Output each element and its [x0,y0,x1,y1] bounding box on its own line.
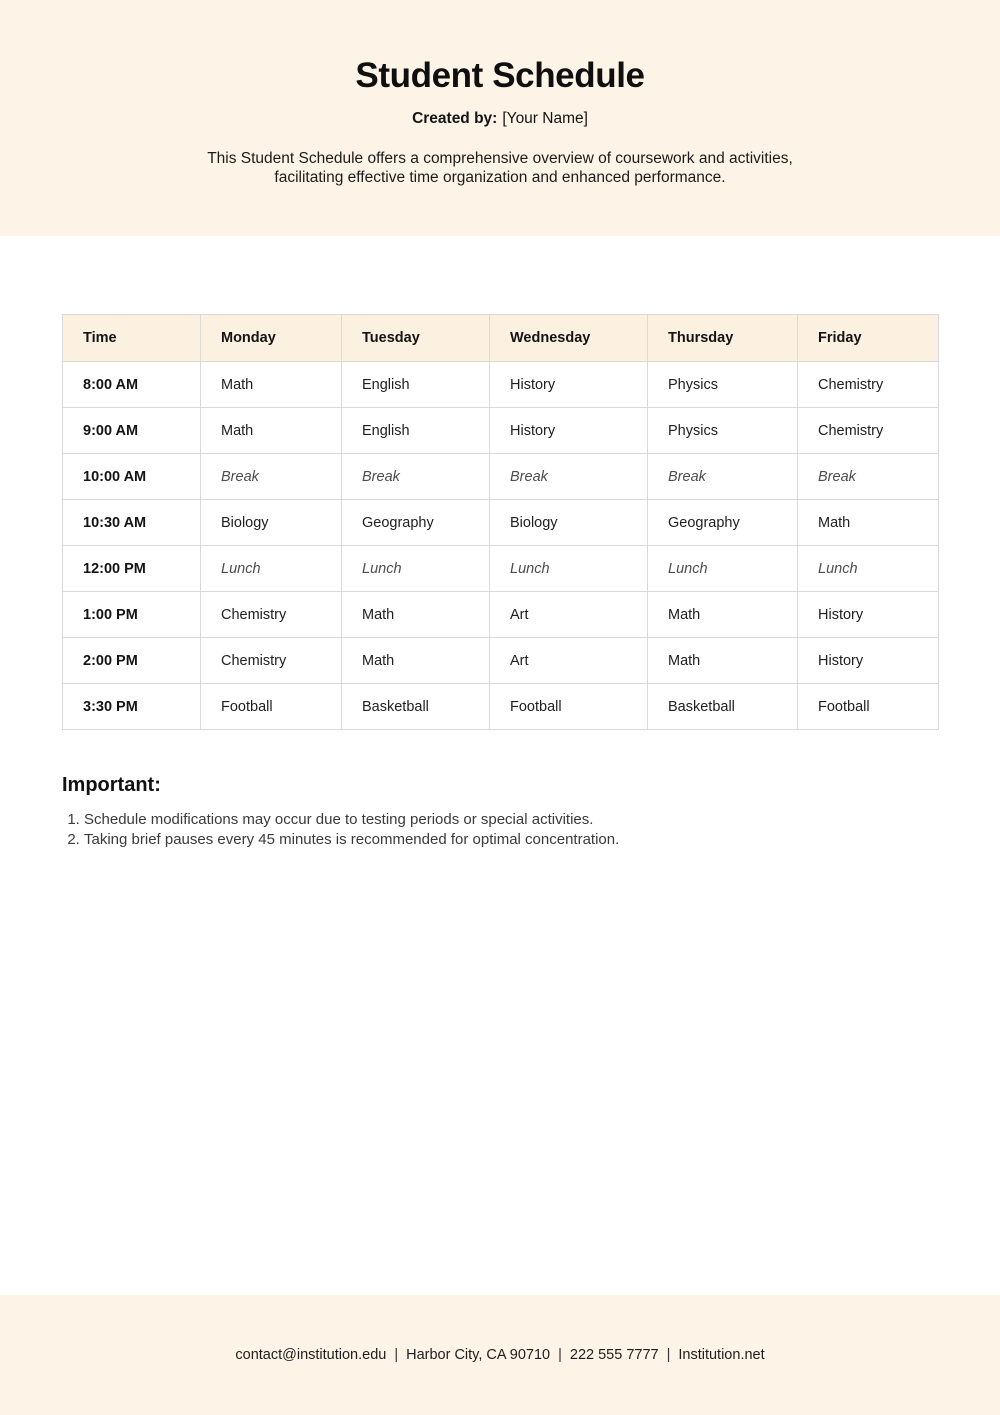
table-row [63,408,939,454]
footer-contact-line [235,1347,764,1363]
subject-cell: History [798,638,939,684]
column-header-time: Time [63,315,201,362]
created-by-value: [Your Name] [502,110,588,127]
table-header-row [63,315,939,362]
important-list [62,810,938,849]
footer-phone: 222 555 7777 [569,1347,659,1363]
column-header-thursday: Thursday [648,315,798,362]
subject-cell: Lunch [798,546,939,592]
list-item: 1. Schedule modifications may occur due to testing periods or special activities. [84,810,938,830]
subject-cell: Geography [648,500,798,546]
time-cell: 8:00 AM [63,362,201,408]
subject-cell: Math [201,408,342,454]
subject-cell: English [342,408,490,454]
schedule-table [62,314,939,730]
time-cell: 10:00 AM [63,454,201,500]
subject-cell: Break [490,454,648,500]
schedule-table-body [63,362,939,730]
subject-cell: Basketball [648,684,798,730]
footer-email: contact@institution.edu [235,1347,387,1363]
subject-cell: Math [201,362,342,408]
table-row [63,454,939,500]
subject-cell: Math [342,592,490,638]
subject-cell: Break [342,454,490,500]
subject-cell: Math [648,592,798,638]
subject-cell: Chemistry [798,408,939,454]
subject-cell: Geography [342,500,490,546]
subject-cell: Math [342,638,490,684]
description [0,150,1000,187]
column-header-monday: Monday [201,315,342,362]
subject-cell: Break [648,454,798,500]
schedule-table-wrap [0,236,1000,730]
table-row [63,500,939,546]
subject-cell: Lunch [490,546,648,592]
list-item: 2. Taking brief pauses every 45 minutes is recommended for optimal concentration. [84,830,938,850]
column-header-tuesday: Tuesday [342,315,490,362]
subject-cell: History [798,592,939,638]
time-cell: 1:00 PM [63,592,201,638]
table-row [63,638,939,684]
subject-cell: Football [798,684,939,730]
subject-cell: Chemistry [798,362,939,408]
footer-website: Institution.net [678,1347,765,1363]
subject-cell: Chemistry [201,592,342,638]
subject-cell: Football [201,684,342,730]
subject-cell: Math [798,500,939,546]
header-band [0,0,1000,236]
time-cell: 3:30 PM [63,684,201,730]
table-row [63,546,939,592]
time-cell: 2:00 PM [63,638,201,684]
created-by-label: Created by: [412,110,498,127]
description-line-2: facilitating effective time organization and enhanced performance. [274,168,726,186]
time-cell: 10:30 AM [63,500,201,546]
subject-cell: Chemistry [201,638,342,684]
important-heading: Important: [62,774,161,796]
important-section [62,774,938,849]
footer-band [0,1295,1000,1415]
subject-cell: Lunch [201,546,342,592]
subject-cell: English [342,362,490,408]
subject-cell: Lunch [648,546,798,592]
subject-cell: Basketball [342,684,490,730]
time-cell: 12:00 PM [63,546,201,592]
footer-separator: | [666,1347,671,1363]
footer-separator: | [558,1347,562,1363]
subject-cell: History [490,408,648,454]
footer-separator: | [394,1347,399,1363]
table-row [63,684,939,730]
subject-cell: Break [201,454,342,500]
subject-cell: Biology [201,500,342,546]
page-title: Student Schedule [355,56,645,95]
subject-cell: Math [648,638,798,684]
column-header-friday: Friday [798,315,939,362]
time-cell: 9:00 AM [63,408,201,454]
subject-cell: Physics [648,408,798,454]
subject-cell: History [490,362,648,408]
table-row [63,362,939,408]
subject-cell: Break [798,454,939,500]
column-header-wednesday: Wednesday [490,315,648,362]
subject-cell: Physics [648,362,798,408]
subject-cell: Art [490,638,648,684]
subject-cell: Football [490,684,648,730]
subject-cell: Art [490,592,648,638]
subject-cell: Lunch [342,546,490,592]
table-row [63,592,939,638]
description-line-1: This Student Schedule offers a comprehensive overview of coursework and activities, [207,150,793,167]
created-by-line [0,110,1000,128]
footer-address: Harbor City, CA 90710 [406,1347,551,1363]
subject-cell: Biology [490,500,648,546]
